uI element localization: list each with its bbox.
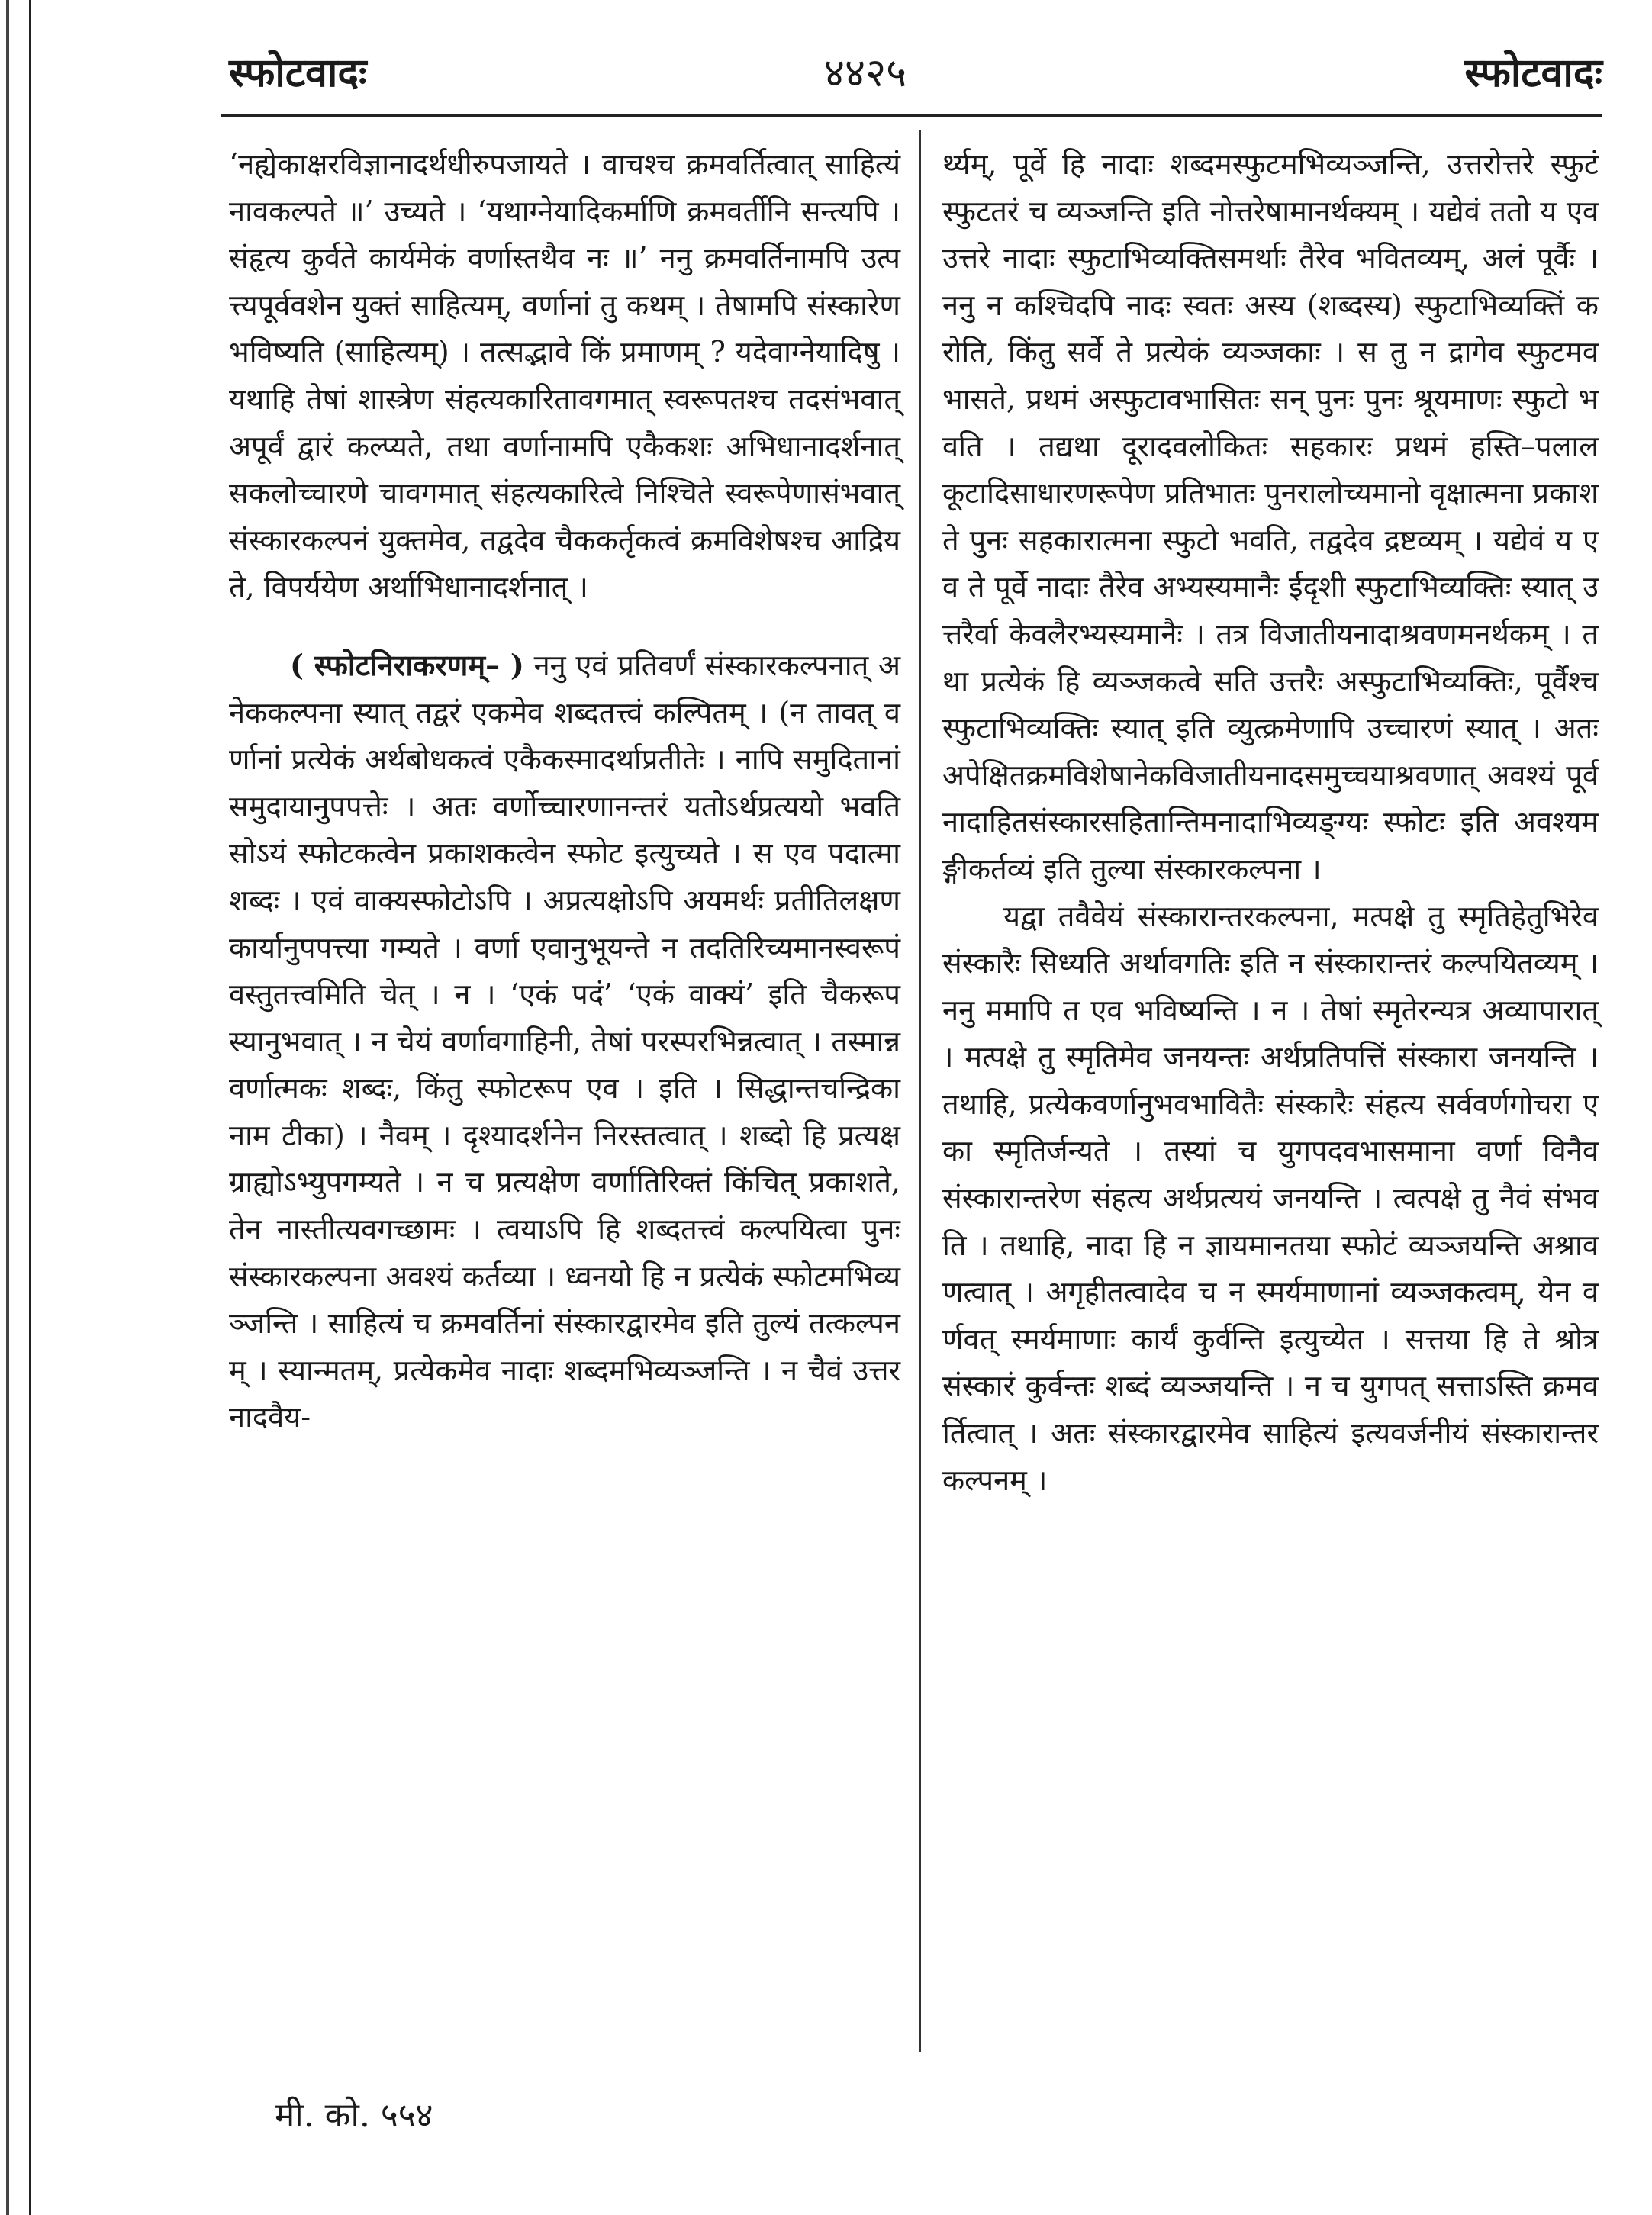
page-number: ४४२५ xyxy=(824,50,907,96)
column-divider xyxy=(919,130,921,2052)
left-paragraph-2-text: ननु एवं प्रतिवर्णं संस्कारकल्पनात् अनेककल्पना स्यात् तद्वरं एकमेव शब्दतत्त्वं कल्पितम् । (न तावत् वर्णानां प्रत्येकं अर्थबोधकत्वं एकैकस्मादर्थाप्रतीतेः । नापि समुदितानां समुदायानुपपत्तेः । अतः वर्णोच्चारणानन्तरं यतोऽर्थप्रत्ययो भवति सोऽयं स्फोटकत्वेन प्रकाशकत्वेन स्फोट इत्युच्यते । स एव पदात्मा शब्दः । एवं वाक्यस्फोटोऽपि । अप्रत्यक्षोऽपि अयमर्थः प्रतीतिलक्षणकार्यानुपपत्त्या गम्यते । वर्णा एवानुभूयन्ते न तदतिरिच्यमानस्वरूपं वस्तुतत्त्वमिति चेत् । न । ‘एकं पदं’ ‘एकं वाक्यं’ इति चैकरूपस्यानुभवात् । न चेयं वर्णावगाहिनी, तेषां परस्परभिन्नत्वात् । तस्मान्न वर्णात्मकः शब्दः, किंतु स्फोटरूप एव । इति । सिद्धान्तचन्द्रिका नाम टीका) । नैवम् । दृश्यादर्शनेन निरस्तत्वात् । शब्दो हि प्रत्यक्षग्राह्योऽभ्युपगम्यते । न च प्रत्यक्षेण वर्णातिरिक्तं किंचित् प्रकाशते, तेन नास्तीत्यवगच्छामः । त्वयाऽपि हि शब्दतत्त्वं कल्पयित्वा पुनः संस्कारकल्पना अवश्यं कर्तव्या । ध्वनयो हि न प्रत्येकं स्फोटमभिव्यञ्जन्ति । साहित्यं च क्रमवर्तिनां संस्कारद्वारमेव इति तुल्यं तत्कल्पनम् । स्यान्मतम्, प्रत्येकमेव नादाः शब्दमभिव्यञ्जन्ति । न चैवं उत्तरनादवैय- xyxy=(229,648,900,1434)
left-column xyxy=(229,141,900,1441)
right-paragraph-1: र्थ्यम्, पूर्वे हि नादाः शब्दमस्फुटमभिव्यञ्जन्ति, उत्तरोत्तरे स्फुटं स्फुटतरं च व्यञ्जन्ति इति नोत्तरेषामानर्थक्यम् । यद्येवं ततो य एव उत्तरे नादाः स्फुटाभिव्यक्तिसमर्थाः तैरेव भवितव्यम्, अलं पूर्वैः । ननु न कश्चिदपि नादः स्वतः अस्य (शब्दस्य) स्फुटाभिव्यक्तिं करोति, किंतु सर्वे ते प्रत्येकं व्यञ्जकाः । स तु न द्रागेव स्फुटमवभासते, प्रथमं अस्फुटावभासितः सन् पुनः पुनः श्रूयमाणः स्फुटो भवति । तद्यथा दूरादवलोकितः सहकारः प्रथमं हस्ति–पलालकूटादिसाधारणरूपेण प्रतिभातः पुनरालोच्यमानो वृक्षात्मना प्रकाशते पुनः सहकारात्मना स्फुटो भवति, तद्वदेव द्रष्टव्यम् । यद्येवं य एव ते पूर्वे नादाः तैरेव अभ्यस्यमानैः ईदृशी स्फुटाभिव्यक्तिः स्यात् उत्तरैर्वा केवलैरभ्यस्यमानैः । तत्र विजातीयनादाश्रवणमनर्थकम् । तथा प्रत्येकं हि व्यञ्जकत्वे सति उत्तरैः अस्फुटाभिव्यक्तिः, पूर्वैश्च स्फुटाभिव्यक्तिः स्यात् इति व्युत्क्रमेणापि उच्चारणं स्यात् । अतः अपेक्षितक्रमविशेषानेकविजातीयनादसमुच्चयाश्रवणात् अवश्यं पूर्वनादाहितसंस्कारसहितान्तिमनादाभिव्यङ्ग्यः स्फोटः इति अवश्यमङ्गीकर्तव्यं इति तुल्या संस्कारकल्पना । xyxy=(942,147,1599,886)
page-header xyxy=(229,44,1602,105)
running-title-right: स्फोटवादः xyxy=(1464,50,1602,96)
right-column xyxy=(942,141,1599,1504)
right-paragraph-2: यद्वा तवैवेयं संस्कारान्तरकल्पना, मत्पक्षे तु स्मृतिहेतुभिरेव संस्कारैः सिध्यति अर्थावगतिः इति न संस्कारान्तरं कल्पयितव्यम् । ननु ममापि त एव भविष्यन्ति । न । तेषां स्मृतेरन्यत्र अव्यापारात् । मत्पक्षे तु स्मृतिमेव जनयन्तः अर्थप्रतिपत्तिं संस्कारा जनयन्ति । तथाहि, प्रत्येकवर्णानुभवभावितैः संस्कारैः संहत्य सर्ववर्णगोचरा एका स्मृतिर्जन्यते । तस्यां च युगपदवभासमाना वर्णा विनैव संस्कारान्तरेण संहत्य अर्थप्रत्ययं जनयन्ति । त्वत्पक्षे तु नैवं संभवति । तथाहि, नादा हि न ज्ञायमानतया स्फोटं व्यञ्जयन्ति अश्रावणत्वात् । अगृहीतत्वादेव च न स्मर्यमाणानां व्यञ्जकत्वम्, येन वर्णवत् स्मर्यमाणाः कार्यं कुर्वन्ति इत्युच्येत । सत्तया हि ते श्रोत्रसंस्कारं कुर्वन्तः शब्दं व्यञ्जयन्ति । न च युगपत् सत्ताऽस्ति क्रमवर्तित्वात् । अतः संस्कारद्वारमेव साहित्यं इत्यवर्जनीयं संस्कारान्तरकल्पनम् । xyxy=(942,899,1599,1497)
running-title-left: स्फोटवादः xyxy=(229,50,367,96)
footer-signature: मी. को. ५५४ xyxy=(275,2096,433,2135)
left-paragraph-2 xyxy=(229,642,900,1441)
header-rule xyxy=(221,114,1602,117)
left-paragraph-1: ‘नह्येकाक्षरविज्ञानादर्थधीरुपजायते । वाचश्च क्रमवर्तित्वात् साहित्यं नावकल्पते ॥’ उच्यते । ‘यथाग्नेयादिकर्माणि क्रमवर्तीनि सन्त्यपि । संहृत्य कुर्वते कार्यमेकं वर्णास्तथैव नः ॥’ ननु क्रमवर्तिनामपि उत्पत्त्यपूर्ववशेन युक्तं साहित्यम्, वर्णानां तु कथम् । तेषामपि संस्कारेण भविष्यति (साहित्यम्) । तत्सद्भावे किं प्रमाणम् ? यदेवाग्नेयादिषु । यथाहि तेषां शास्त्रेण संहत्यकारितावगमात् स्वरूपतश्च तदसंभवात् अपूर्वं द्वारं कल्प्यते, तथा वर्णानामपि एकैकशः अभिधानादर्शनात् सकलोच्चारणे चावगमात् संहत्यकारित्वे निश्चिते स्वरूपेणासंभवात् संस्कारकल्पनं युक्तमेव, तद्वदेव चैककर्तृकत्वं क्रमविशेषश्च आद्रियते, विपर्ययेण अर्थाभिधानादर्शनात् । xyxy=(229,147,900,604)
book-binding-edge xyxy=(0,0,31,2215)
section-heading: ( स्फोटनिराकरणम्– ) xyxy=(290,647,524,682)
